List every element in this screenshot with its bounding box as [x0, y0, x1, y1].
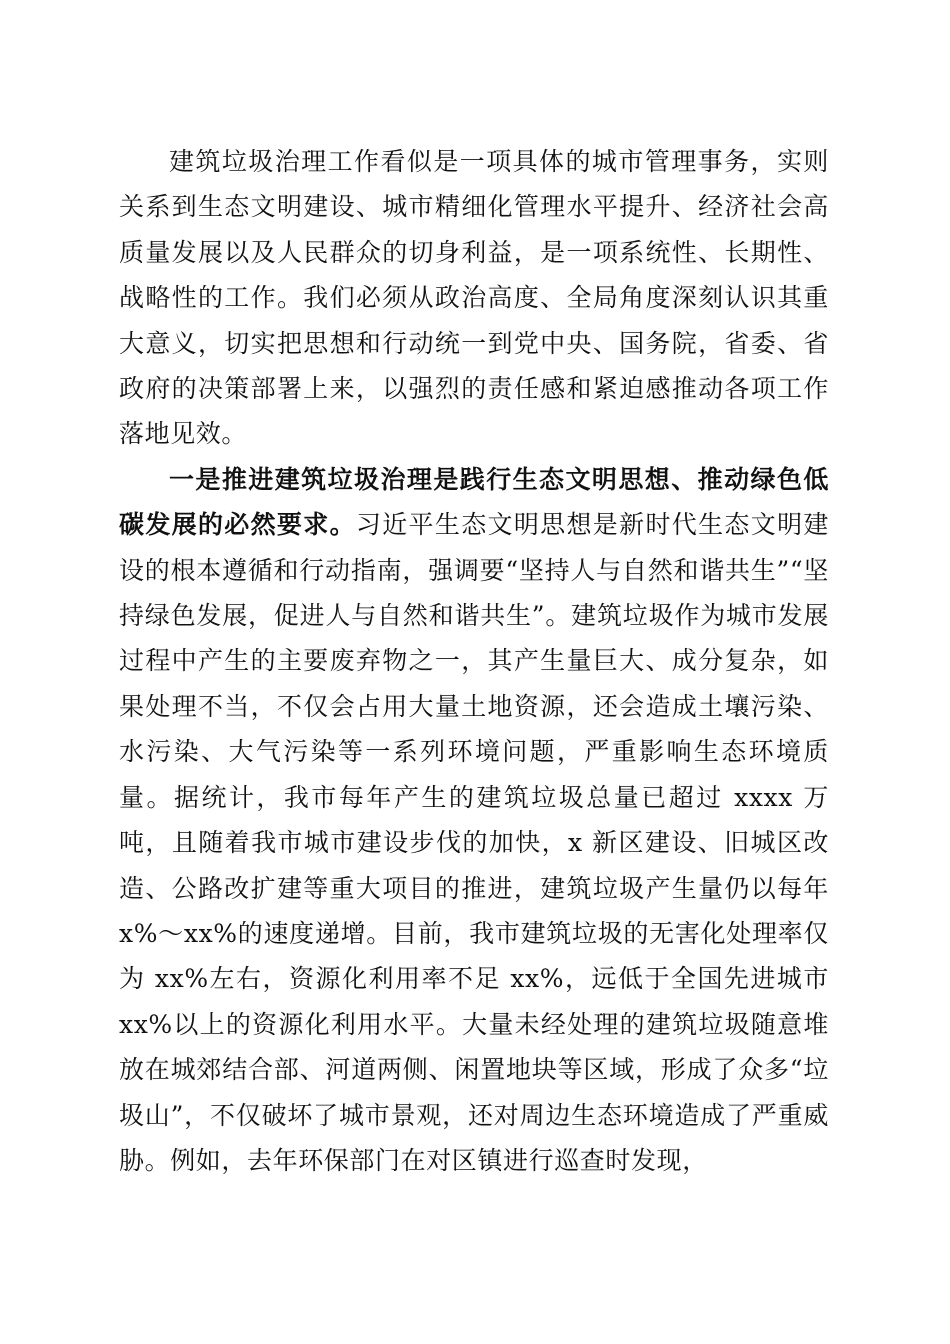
- paragraph-body-text: 习近平生态文明思想是新时代生态文明建设的根本遵循和行动指南，强调要“坚持人与自然和谐共生”“坚持绿色发展，促进人与自然和谐共生”。建筑垃圾作为城市发展过程中产生的主要废弃物之一，其产生量巨大、成分复杂，如果处理不当，不仅会占用大量土地资源，还会造成土壤污染、水污染、大气污染等一系列环境问题，严重影响生态环境质量。据统计，我市每年产生的建筑垃圾总量已超过 xxxx 万吨，且随着我市城市建设步伐的加快，x 新区建设、旧城区改造、公路改扩建等重大项目的推进，建筑垃圾产生量仍以每年 x%～xx%的速度递增。目前，我市建筑垃圾的无害化处理率仅为 xx%左右，资源化利用率不足 xx%，远低于全国先进城市 xx%以上的资源化利用水平。大量未经处理的建筑垃圾随意堆放在城郊结合部、河道两侧、闲置地块等区域，形成了众多“垃圾山”，不仅破坏了城市景观，还对周边生态环境造成了严重威胁。例如，去年环保部门在对区镇进行巡查时发现，: [119, 510, 829, 1175]
- paragraph-intro: 建筑垃圾治理工作看似是一项具体的城市管理事务，实则关系到生态文明建设、城市精细化管理水平提升、经济社会高质量发展以及人民群众的切身利益，是一项系统性、长期性、战略性的工作。我们必须从政治高度、全局角度深刻认识其重大意义，切实把思想和行动统一到党中央、国务院，省委、省政府的决策部署上来，以强烈的责任感和紧迫感推动各项工作落地见效。: [119, 147, 829, 449]
- paragraph-lead-sentence: 一是推进建筑垃圾治理是践行生态文明思想、推动绿色低碳发展的必然要求。: [119, 464, 829, 540]
- paragraph-point-one: [119, 457, 829, 1184]
- body-text: [119, 139, 829, 1183]
